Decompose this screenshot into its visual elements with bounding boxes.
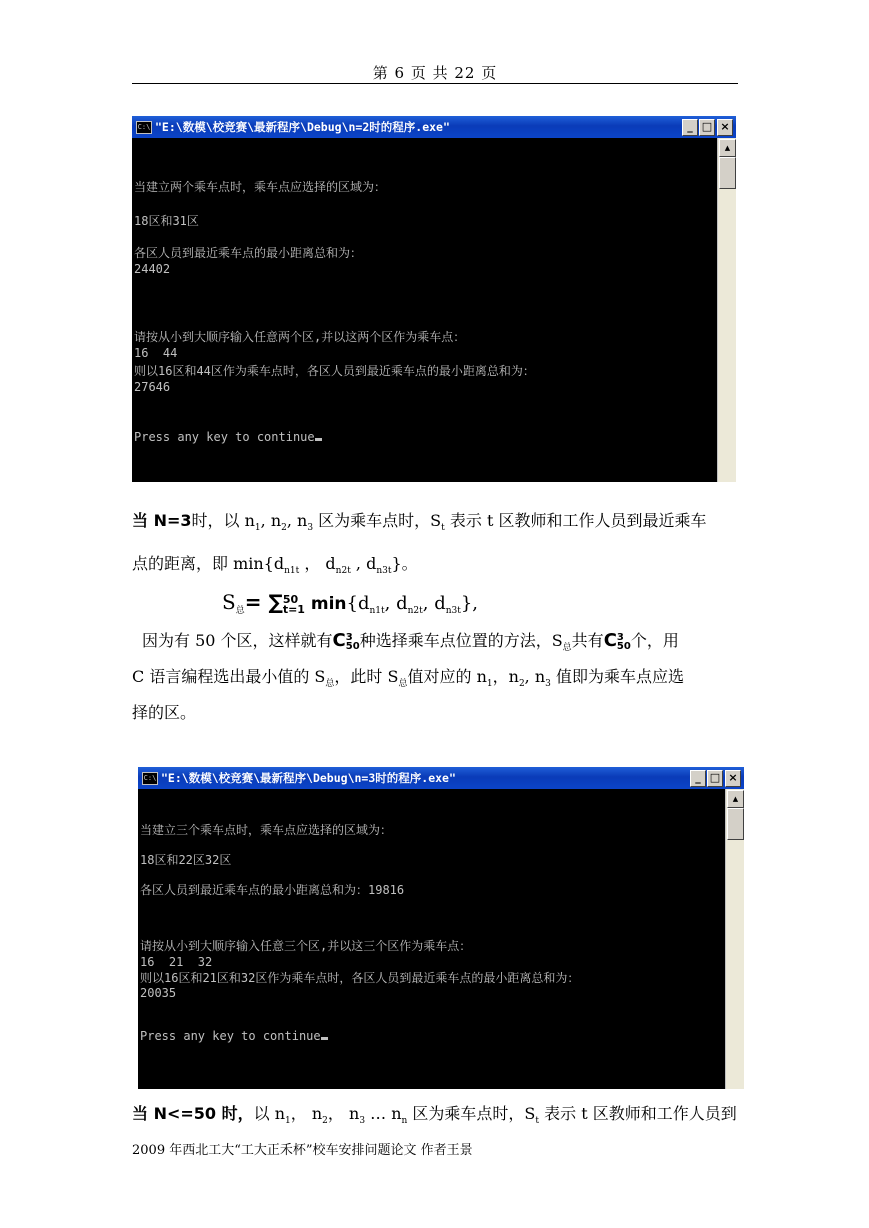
- subscript: 3: [359, 1116, 366, 1127]
- page-header: 第 6 页 共 22 页: [372, 64, 498, 82]
- text-run: ， d: [299, 554, 336, 573]
- paragraph-line: 择的区。: [132, 703, 197, 722]
- sum-limits: [282, 592, 305, 616]
- text-run: ，此时 S: [334, 667, 399, 686]
- subscript: 3: [545, 679, 551, 690]
- console-line: 当建立三个乘车点时，乘车点应选择的区域为：: [140, 823, 393, 837]
- press-any-key-text: Press any key to continue: [134, 430, 315, 444]
- subscript: 总: [562, 643, 572, 654]
- text-run: , d: [350, 554, 377, 573]
- sum-upper: 50: [282, 592, 299, 606]
- subscript: 1: [285, 1116, 291, 1127]
- text-cursor: [315, 438, 322, 441]
- para-lead: 当 N=3: [132, 511, 192, 530]
- comb-upper: 3: [616, 631, 624, 643]
- close-button[interactable]: ×: [725, 770, 741, 787]
- combination-indices: [617, 633, 631, 651]
- subscript: n2t: [335, 566, 351, 577]
- subscript: n: [401, 1116, 408, 1127]
- sum-formula: [222, 590, 478, 616]
- console-line: 则以16区和44区作为乘车点时，各区人员到最近乘车点的最小距离总和为：: [134, 364, 535, 378]
- maximize-button[interactable]: □: [699, 119, 715, 136]
- paragraph-line: [132, 508, 706, 533]
- subscript: 2: [518, 679, 525, 690]
- console-line: 18区和31区: [134, 214, 199, 228]
- subscript: n3t: [445, 606, 461, 617]
- text-run: 时，以 n: [191, 511, 255, 530]
- subscript: 总: [398, 679, 408, 690]
- combination-symbol: C: [332, 630, 346, 651]
- text-run: , n: [286, 511, 308, 530]
- header-rule: [132, 83, 738, 84]
- text-run: ，n: [492, 667, 519, 686]
- vertical-scrollbar[interactable]: [725, 789, 744, 1089]
- console-line: 20035: [140, 986, 177, 1000]
- console-app-icon: C:\: [136, 121, 152, 134]
- console-line: 18区和22区32区: [140, 853, 232, 867]
- text-run: 点的距离，即 min{d: [132, 554, 285, 573]
- console-output: [132, 138, 718, 482]
- para-lead: 当 N<=50 时，: [132, 1104, 254, 1123]
- minimize-button[interactable]: _: [690, 770, 706, 787]
- vertical-scrollbar[interactable]: [717, 138, 736, 482]
- min-operator: min: [304, 594, 347, 614]
- paragraph-line: [132, 551, 418, 576]
- text-run: , n: [524, 667, 546, 686]
- title-bar[interactable]: [138, 767, 744, 789]
- subscript: n3t: [376, 566, 392, 577]
- text-run: 以 n: [253, 1104, 286, 1123]
- scroll-thumb[interactable]: [719, 157, 736, 189]
- text-run: , d: [384, 593, 408, 614]
- comb-upper: 3: [345, 631, 353, 643]
- text-run: S: [222, 590, 236, 614]
- subscript: t: [441, 523, 445, 534]
- paragraph-line: [132, 664, 684, 689]
- text-run: 因为有 50 个区，这样就有: [142, 631, 333, 650]
- subscript: n2t: [407, 606, 423, 617]
- text-run: ， n: [290, 1104, 323, 1123]
- subscript: 2: [281, 523, 287, 534]
- console-line: 请按从小到大顺序输入任意三个区,并以这三个区作为乘车点：: [140, 939, 472, 953]
- text-run: ， n: [327, 1104, 360, 1123]
- subscript: n1t: [284, 566, 300, 577]
- close-button[interactable]: ×: [717, 119, 733, 136]
- console-line: 当建立两个乘车点时，乘车点应选择的区域为：: [134, 180, 387, 194]
- press-any-key-text: Press any key to continue: [140, 1029, 321, 1043]
- text-run: =: [244, 590, 269, 614]
- combination-symbol: C: [603, 630, 617, 651]
- text-run: , n: [260, 511, 282, 530]
- text-run: 表示 t 区教师和工作人员到: [539, 1104, 737, 1123]
- console-output: [138, 789, 726, 1089]
- text-run: 区为乘车点时，S: [313, 511, 442, 530]
- console-line: 各区人员到最近乘车点的最小距离总和为：19816: [140, 883, 405, 897]
- text-run: 种选择乘车点位置的方法，S: [359, 631, 563, 650]
- paragraph-line: [142, 628, 679, 653]
- scroll-thumb[interactable]: [727, 808, 744, 840]
- window-title: "E:\数模\校竞赛\最新程序\Debug\n=2时的程序.exe": [155, 120, 450, 134]
- text-run: C 语言编程选出最小值的 S: [132, 667, 326, 686]
- title-bar[interactable]: [132, 116, 736, 138]
- subscript: n1t: [369, 606, 385, 617]
- text-run: 共有: [571, 631, 604, 650]
- subscript: t: [535, 1116, 540, 1127]
- console-prompt-line: [134, 430, 322, 444]
- text-run: }。: [391, 554, 418, 573]
- window-title: "E:\数模\校竞赛\最新程序\Debug\n=3时的程序.exe": [161, 771, 456, 785]
- subscript: 总: [235, 606, 245, 617]
- text-cursor: [321, 1037, 328, 1040]
- subscript: 1: [254, 523, 261, 534]
- text-run: 表示 t 区教师和工作人员到最近乘车: [444, 511, 707, 530]
- minimize-button[interactable]: _: [682, 119, 698, 136]
- subscript: 3: [307, 523, 314, 534]
- comb-lower: 50: [345, 640, 360, 652]
- console-line: 各区人员到最近乘车点的最小距离总和为：: [134, 246, 363, 260]
- maximize-button[interactable]: □: [707, 770, 723, 787]
- console-line: 27646: [134, 380, 171, 394]
- console-window-n3: [138, 767, 744, 1089]
- console-window-n2: [132, 116, 736, 482]
- console-line: 则以16区和21区和32区作为乘车点时，各区人员到最近乘车点的最小距离总和为：: [140, 971, 580, 985]
- combination-indices: [346, 633, 360, 651]
- subscript: 总: [325, 679, 335, 690]
- paragraph-line: [132, 1101, 737, 1126]
- console-line: 24402: [134, 262, 171, 276]
- scroll-up-button[interactable]: ▲: [719, 139, 736, 157]
- text-run: 个，用: [630, 631, 679, 650]
- console-line: 16 21 32: [140, 955, 213, 969]
- console-line: 请按从小到大顺序输入任意两个区,并以这两个区作为乘车点：: [134, 330, 466, 344]
- text-run: },: [460, 593, 479, 614]
- console-app-icon: C:\: [142, 772, 158, 785]
- page-footer: 2009 年西北工大“工大正禾杯”校车安排问题论文 作者王景: [132, 1143, 473, 1158]
- sigma-symbol: ∑: [268, 590, 283, 614]
- text-run: , d: [422, 593, 446, 614]
- console-line: 16 44: [134, 346, 178, 360]
- text-run: 区为乘车点时，S: [407, 1104, 536, 1123]
- scroll-up-button[interactable]: ▲: [727, 790, 744, 808]
- text-run: 值对应的 n: [407, 667, 487, 686]
- subscript: 2: [322, 1116, 328, 1127]
- sum-lower: t=1: [282, 602, 305, 616]
- text-run: {d: [346, 593, 370, 614]
- text-run: 值即为乘车点应选: [550, 667, 684, 686]
- comb-lower: 50: [616, 640, 631, 652]
- text-run: … n: [365, 1104, 402, 1123]
- subscript: 1: [486, 679, 493, 690]
- console-prompt-line: [140, 1029, 328, 1043]
